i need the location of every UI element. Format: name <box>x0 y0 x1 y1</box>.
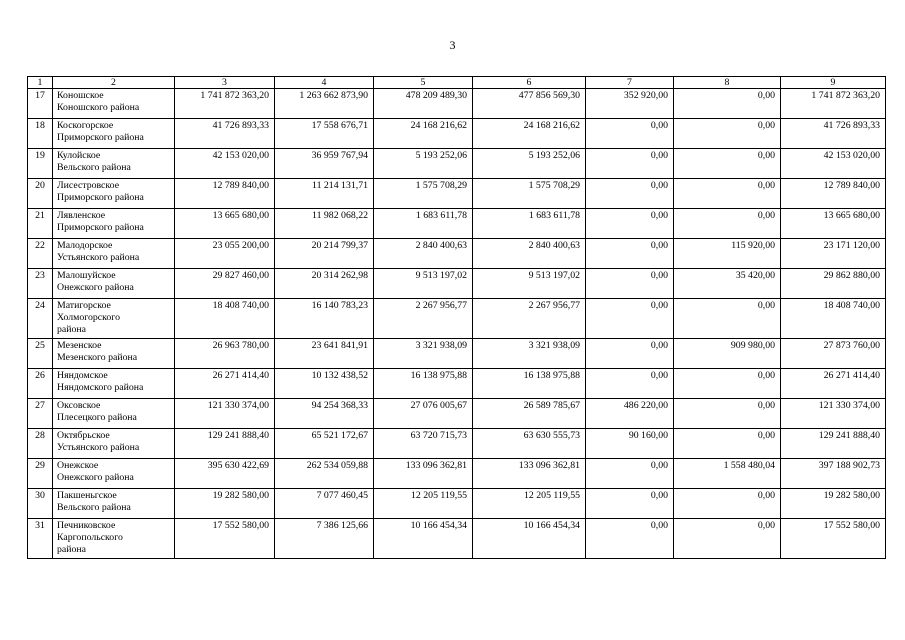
value-cell-col-9: 42 153 020,00 <box>781 149 886 179</box>
value-cell-col-3: 42 153 020,00 <box>175 149 275 179</box>
settlement-name-line: Няндомское <box>57 370 108 381</box>
value-cell-col-3: 29 827 460,00 <box>175 269 275 299</box>
settlement-name-line: Вельского района <box>57 161 131 173</box>
table-row <box>28 339 886 369</box>
value-cell-col-6: 2 267 956,77 <box>473 299 586 339</box>
settlement-name-cell <box>53 519 175 559</box>
value-cell-col-8: 0,00 <box>674 89 781 119</box>
table-row <box>28 119 886 149</box>
value-cell-col-4: 7 386 125,66 <box>275 519 374 559</box>
settlement-name-cell <box>53 179 175 209</box>
settlement-name-line: Пакшеньгское <box>57 490 117 501</box>
value-cell-col-4: 11 982 068,22 <box>275 209 374 239</box>
value-cell-col-6: 2 840 400,63 <box>473 239 586 269</box>
settlement-name-line: Оксовское <box>57 400 101 411</box>
settlement-name-line: Лявленское <box>57 210 106 221</box>
value-cell-col-9: 17 552 580,00 <box>781 519 886 559</box>
settlement-name-line: Кулойское <box>57 150 101 161</box>
row-number-cell: 29 <box>28 459 53 489</box>
settlement-name-line: Плесецкого района <box>57 411 137 423</box>
settlement-name-cell <box>53 399 175 429</box>
value-cell-col-7: 0,00 <box>586 149 674 179</box>
value-cell-col-5: 9 513 197,02 <box>374 269 473 299</box>
value-cell-col-5: 2 267 956,77 <box>374 299 473 339</box>
value-cell-col-3: 17 552 580,00 <box>175 519 275 559</box>
table-row <box>28 209 886 239</box>
settlement-name-line: Коношского района <box>57 101 140 113</box>
table-row <box>28 369 886 399</box>
value-cell-col-6: 24 168 216,62 <box>473 119 586 149</box>
settlement-name-cell <box>53 369 175 399</box>
value-cell-col-3: 1 741 872 363,20 <box>175 89 275 119</box>
value-cell-col-3: 18 408 740,00 <box>175 299 275 339</box>
table-row <box>28 429 886 459</box>
value-cell-col-9: 397 188 902,73 <box>781 459 886 489</box>
row-number-cell: 18 <box>28 119 53 149</box>
value-cell-col-8: 0,00 <box>674 369 781 399</box>
settlement-name-line: Лисестровское <box>57 180 120 191</box>
value-cell-col-8: 1 558 480,04 <box>674 459 781 489</box>
value-cell-col-3: 121 330 374,00 <box>175 399 275 429</box>
value-cell-col-6: 1 683 611,78 <box>473 209 586 239</box>
table-row <box>28 89 886 119</box>
value-cell-col-5: 10 166 454,34 <box>374 519 473 559</box>
value-cell-col-4: 65 521 172,67 <box>275 429 374 459</box>
settlement-name-cell <box>53 239 175 269</box>
value-cell-col-8: 0,00 <box>674 179 781 209</box>
table-row <box>28 149 886 179</box>
value-cell-col-5: 63 720 715,73 <box>374 429 473 459</box>
table-row <box>28 299 886 339</box>
value-cell-col-9: 41 726 893,33 <box>781 119 886 149</box>
settlement-name-line: Матигорское <box>57 300 111 311</box>
value-cell-col-6: 3 321 938,09 <box>473 339 586 369</box>
value-cell-col-7: 0,00 <box>586 519 674 559</box>
value-cell-col-4: 20 314 262,98 <box>275 269 374 299</box>
column-header: 2 <box>53 77 175 89</box>
value-cell-col-8: 0,00 <box>674 489 781 519</box>
settlement-name-cell <box>53 339 175 369</box>
value-cell-col-6: 26 589 785,67 <box>473 399 586 429</box>
table-row <box>28 269 886 299</box>
value-cell-col-7: 0,00 <box>586 459 674 489</box>
settlement-name-line: района <box>57 323 86 335</box>
value-cell-col-3: 26 271 414,40 <box>175 369 275 399</box>
settlement-name-cell <box>53 89 175 119</box>
value-cell-col-8: 0,00 <box>674 299 781 339</box>
value-cell-col-9: 23 171 120,00 <box>781 239 886 269</box>
value-cell-col-4: 23 641 841,91 <box>275 339 374 369</box>
settlement-name-line: Вельского района <box>57 501 131 513</box>
value-cell-col-8: 115 920,00 <box>674 239 781 269</box>
settlement-name-line: Онежского района <box>57 471 134 483</box>
row-number-cell: 31 <box>28 519 53 559</box>
settlement-name-line: Печниковское <box>57 520 116 531</box>
value-cell-col-5: 27 076 005,67 <box>374 399 473 429</box>
value-cell-col-3: 19 282 580,00 <box>175 489 275 519</box>
value-cell-col-4: 7 077 460,45 <box>275 489 374 519</box>
value-cell-col-9: 12 789 840,00 <box>781 179 886 209</box>
settlement-name-cell <box>53 489 175 519</box>
column-header: 1 <box>28 77 53 89</box>
value-cell-col-8: 909 980,00 <box>674 339 781 369</box>
value-cell-col-3: 129 241 888,40 <box>175 429 275 459</box>
value-cell-col-4: 94 254 368,33 <box>275 399 374 429</box>
table-row <box>28 399 886 429</box>
row-number-cell: 23 <box>28 269 53 299</box>
value-cell-col-5: 478 209 489,30 <box>374 89 473 119</box>
value-cell-col-9: 121 330 374,00 <box>781 399 886 429</box>
value-cell-col-7: 0,00 <box>586 209 674 239</box>
settlement-name-line: района <box>57 543 86 555</box>
settlement-name-cell <box>53 209 175 239</box>
column-header: 4 <box>275 77 374 89</box>
value-cell-col-3: 395 630 422,69 <box>175 459 275 489</box>
value-cell-col-6: 16 138 975,88 <box>473 369 586 399</box>
value-cell-col-5: 3 321 938,09 <box>374 339 473 369</box>
settlement-name-line: Устьянского района <box>57 251 140 263</box>
value-cell-col-6: 9 513 197,02 <box>473 269 586 299</box>
value-cell-col-7: 0,00 <box>586 339 674 369</box>
value-cell-col-4: 17 558 676,71 <box>275 119 374 149</box>
row-number-cell: 21 <box>28 209 53 239</box>
value-cell-col-3: 13 665 680,00 <box>175 209 275 239</box>
value-cell-col-8: 0,00 <box>674 519 781 559</box>
row-number-cell: 27 <box>28 399 53 429</box>
column-header: 5 <box>374 77 473 89</box>
value-cell-col-3: 41 726 893,33 <box>175 119 275 149</box>
value-cell-col-4: 262 534 059,88 <box>275 459 374 489</box>
settlement-name-line: Малодорское <box>57 240 113 251</box>
table-row <box>28 179 886 209</box>
value-cell-col-9: 27 873 760,00 <box>781 339 886 369</box>
table-row <box>28 459 886 489</box>
value-cell-col-4: 20 214 799,37 <box>275 239 374 269</box>
value-cell-col-5: 24 168 216,62 <box>374 119 473 149</box>
value-cell-col-9: 29 862 880,00 <box>781 269 886 299</box>
settlement-name-line: Каргопольского <box>57 531 123 543</box>
settlement-name-line: Мезенского района <box>57 351 138 363</box>
row-number-cell: 24 <box>28 299 53 339</box>
value-cell-col-8: 0,00 <box>674 429 781 459</box>
settlement-name-line: Коскогорское <box>57 120 114 131</box>
row-number-cell: 22 <box>28 239 53 269</box>
value-cell-col-6: 1 575 708,29 <box>473 179 586 209</box>
settlement-name-line: Приморского района <box>57 221 144 233</box>
value-cell-col-6: 5 193 252,06 <box>473 149 586 179</box>
value-cell-col-5: 2 840 400,63 <box>374 239 473 269</box>
settlement-name-cell <box>53 119 175 149</box>
value-cell-col-3: 26 963 780,00 <box>175 339 275 369</box>
row-number-cell: 30 <box>28 489 53 519</box>
value-cell-col-3: 23 055 200,00 <box>175 239 275 269</box>
value-cell-col-7: 0,00 <box>586 119 674 149</box>
value-cell-col-7: 0,00 <box>586 299 674 339</box>
column-header: 7 <box>586 77 674 89</box>
settlement-name-line: Октябрьское <box>57 430 110 441</box>
value-cell-col-4: 11 214 131,71 <box>275 179 374 209</box>
value-cell-col-6: 477 856 569,30 <box>473 89 586 119</box>
value-cell-col-7: 90 160,00 <box>586 429 674 459</box>
value-cell-col-9: 129 241 888,40 <box>781 429 886 459</box>
settlement-name-line: Приморского района <box>57 191 144 203</box>
value-cell-col-9: 26 271 414,40 <box>781 369 886 399</box>
column-header: 8 <box>674 77 781 89</box>
value-cell-col-5: 12 205 119,55 <box>374 489 473 519</box>
settlement-name-line: Онежское <box>57 460 99 471</box>
value-cell-col-4: 36 959 767,94 <box>275 149 374 179</box>
value-cell-col-9: 19 282 580,00 <box>781 489 886 519</box>
page-number: 3 <box>449 38 456 52</box>
value-cell-col-6: 63 630 555,73 <box>473 429 586 459</box>
settlement-name-line: Онежского района <box>57 281 134 293</box>
value-cell-col-4: 10 132 438,52 <box>275 369 374 399</box>
value-cell-col-8: 0,00 <box>674 149 781 179</box>
settlement-name-cell <box>53 429 175 459</box>
value-cell-col-5: 16 138 975,88 <box>374 369 473 399</box>
value-cell-col-7: 0,00 <box>586 239 674 269</box>
settlement-name-line: Устьянского района <box>57 441 140 453</box>
row-number-cell: 20 <box>28 179 53 209</box>
settlement-name-line: Мезенское <box>57 340 102 351</box>
settlement-name-cell <box>53 459 175 489</box>
settlement-name-line: Коношское <box>57 90 104 101</box>
row-number-cell: 26 <box>28 369 53 399</box>
value-cell-col-5: 133 096 362,81 <box>374 459 473 489</box>
settlement-name-cell <box>53 299 175 339</box>
value-cell-col-7: 0,00 <box>586 489 674 519</box>
budget-table <box>27 76 886 559</box>
row-number-cell: 25 <box>28 339 53 369</box>
value-cell-col-7: 352 920,00 <box>586 89 674 119</box>
value-cell-col-3: 12 789 840,00 <box>175 179 275 209</box>
value-cell-col-6: 12 205 119,55 <box>473 489 586 519</box>
settlement-name-line: Няндомского района <box>57 381 144 393</box>
value-cell-col-6: 10 166 454,34 <box>473 519 586 559</box>
row-number-cell: 19 <box>28 149 53 179</box>
value-cell-col-5: 1 683 611,78 <box>374 209 473 239</box>
row-number-cell: 28 <box>28 429 53 459</box>
table-row <box>28 519 886 559</box>
settlement-name-cell <box>53 269 175 299</box>
table-row <box>28 239 886 269</box>
column-number-row <box>28 77 886 89</box>
settlement-name-line: Холмогорского <box>57 311 120 323</box>
value-cell-col-8: 0,00 <box>674 119 781 149</box>
value-cell-col-7: 0,00 <box>586 369 674 399</box>
value-cell-col-7: 486 220,00 <box>586 399 674 429</box>
value-cell-col-7: 0,00 <box>586 179 674 209</box>
value-cell-col-4: 1 263 662 873,90 <box>275 89 374 119</box>
settlement-name-cell <box>53 149 175 179</box>
value-cell-col-8: 0,00 <box>674 209 781 239</box>
value-cell-col-8: 0,00 <box>674 399 781 429</box>
table-row <box>28 489 886 519</box>
row-number-cell: 17 <box>28 89 53 119</box>
settlement-name-line: Малошуйское <box>57 270 116 281</box>
value-cell-col-7: 0,00 <box>586 269 674 299</box>
column-header: 3 <box>175 77 275 89</box>
column-header: 9 <box>781 77 886 89</box>
value-cell-col-9: 13 665 680,00 <box>781 209 886 239</box>
value-cell-col-5: 1 575 708,29 <box>374 179 473 209</box>
value-cell-col-6: 133 096 362,81 <box>473 459 586 489</box>
settlement-name-line: Приморского района <box>57 131 144 143</box>
value-cell-col-9: 18 408 740,00 <box>781 299 886 339</box>
value-cell-col-4: 16 140 783,23 <box>275 299 374 339</box>
column-header: 6 <box>473 77 586 89</box>
value-cell-col-5: 5 193 252,06 <box>374 149 473 179</box>
value-cell-col-9: 1 741 872 363,20 <box>781 89 886 119</box>
value-cell-col-8: 35 420,00 <box>674 269 781 299</box>
